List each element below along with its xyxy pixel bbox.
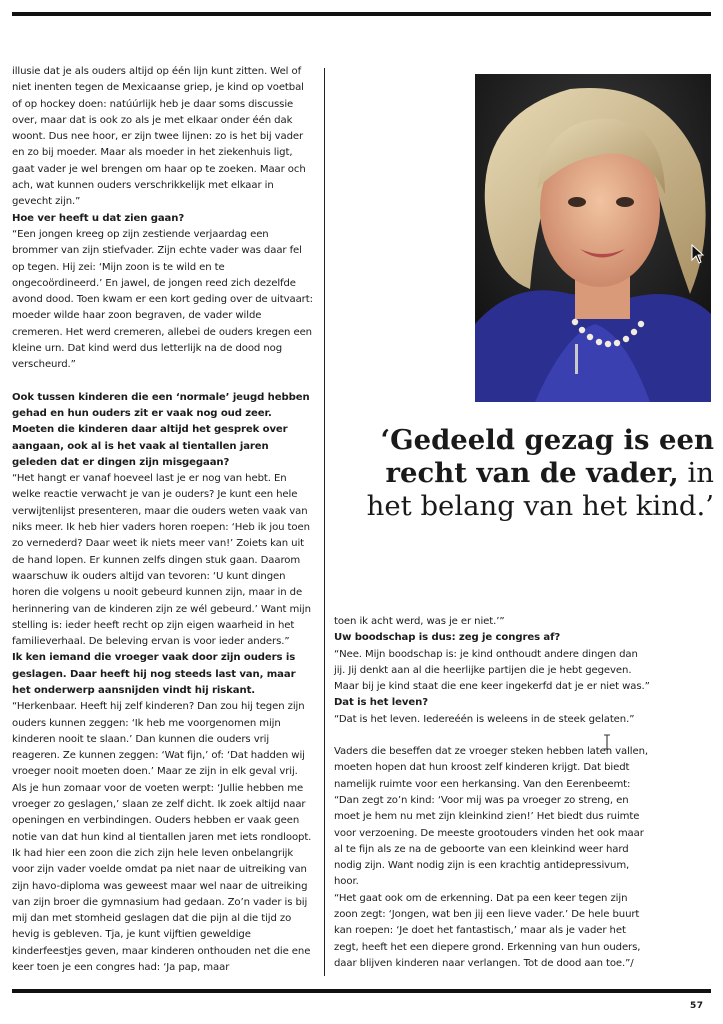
text-cursor-icon [603,734,611,750]
left-text-column [12,64,315,976]
interview-paragraph: “Het hangt er vanaf hoeveel last je er nog van hebt. En welke reactie verwacht je van je ouders? Je kunt een hele verwijtenlijst presenteren, maar die ouders weten vaak van niks meer. Ik heb hier vaders horen roepen: ‘Heb ik jou toen zo vernederd? Daar weet ik niets meer van!’ Zoiets kan uit de hand lopen. Er kunnen zelfs dingen stuk gaan. Daarom waarschuw ik ouders altijd van tevoren: ‘U kunt dingen horen die volgens u nooit gebeurd kunnen zijn, maar in de herinnering van de kinderen zijn ze wél gebeurd.’ Want mijn stelling is: ieder heeft recht op zijn eigen waarheid in het familieverhaal. De beleving ervan is voor ieder anders.” [12,473,311,648]
interview-question: Ook tussen kinderen die een ‘normale’ jeugd hebben gehad en hun ouders zit er vaak nog oud zeer. Moeten die kinderen daar altijd het gesprek over aangaan, ook al is het vaak al tientallen jaren geleden dat er dingen zijn misgegaan? [12,391,310,468]
portrait-photo [475,74,711,402]
interview-paragraph: “Nee. Mijn boodschap is: je kind onthoudt andere dingen dan jij. Jij denkt aan al die heerlijke partijen die je hebt gegeven. Maar bij je kind staat die ene keer ingekerfd dat je er niet was.” [334,648,650,693]
interview-question: Hoe ver heeft u dat zien gaan? [12,212,185,224]
pull-quote-regular: in het belang van het kind.’ [366,457,714,522]
right-text-column [334,614,652,972]
interview-paragraph: illusie dat je als ouders altijd op één lijn kunt zitten. Wel of niet inenten tegen de Mexicaanse griep, je kind op voetbal of op hockey doen: natúúrlijk heb je daar soms discussie over, maar dat is ook zo als je met elkaar onder één dak woont. Dus nee hoor, er zijn twee lijnen: zo is het bij vader en zo bij moeder. Maar als moeder in het ziekenhuis ligt, gaat vader je wel brengen om haar op te zoeken. Maar och ach, wat kunnen ouders verschrikkelijk met elkaar in gevecht zijn.” [12,66,306,208]
column-divider [324,68,325,976]
interview-question: Ik ken iemand die vroeger vaak door zijn ouders is geslagen. Daar heeft hij nog steeds last van, maar het onderwerp aansnijden vindt hij riskant. [12,652,296,696]
interview-paragraph: “Een jongen kreeg op zijn zestiende verjaardag een brommer van zijn stiefvader. Zijn echte vader was daar fel op tegen. Hij zei: ‘Mijn zoon is te wild en te ongecoördineerd.’ En jawel, de jongen reed zich dezelfde avond dood. Toen kwam er een kort geding over de uitvaart: moeder wilde haar zoon begraven, de vader wilde cremeren. Het werd cremeren, allebei de ouders kregen een kleine urn. Dat kind werd dus letterlijk na de dood nog verscheurd.” [12,228,313,371]
interview-paragraph: “Het gaat ook om de erkenning. Dat pa een keer tegen zijn zoon zegt: ‘Jongen, wat ben jij een lieve vader.’ De hele buurt kan roepen: ‘Je doet het fantastisch,’ maar als je vader het zegt, heeft het een diepere grond. Erkenning van hun ouders, daar blijven kinderen naar verlangen. Tot de dood aan toe.”/ [334,892,641,969]
interview-paragraph: toen ik acht werd, was je er niet.’” [334,616,505,627]
interview-question: Dat is het leven? [334,697,428,709]
top-rule [12,12,711,16]
portrait-illustration [475,74,711,402]
page-number: 57 [690,1001,704,1011]
mouse-pointer-icon [691,244,705,264]
interview-paragraph: Vaders die beseffen dat ze vroeger steken hebben laten vallen, moeten hopen dat hun kroost zelf kinderen krijgt. Dat biedt namelijk ruimte voor een herkansing. Van den Eerenbeemt: “Dan zegt zo’n kind: ‘Voor mij was pa vroeger zo streng, en moet je hem nu met zijn kleinkind zien!’ Het biedt dus ruimte voor verzoening. De meeste grootouders vinden het ook maar al te fijn als ze na de geboorte van een kleinkind weer hard nodig zijn. Want nodig zijn is een krachtig antidepressivum, hoor. [334,746,649,888]
interview-paragraph: “Herkenbaar. Heeft hij zelf kinderen? Dan zou hij tegen zijn ouders kunnen zeggen: ‘Ik heb me voorgenomen mijn kinderen nooit te slaan.’ Dan kunnen die ouders vrij reageren. Ze kunnen zeggen: ‘Wat fijn,’ of: ‘Dat hadden wij vroeger nooit moeten doen.’ Maar ze zijn in elk geval vrij. Als je hun zomaar voor de voeten werpt: ‘Jullie hebben me vroeger zo geslagen,’ slaan ze zelf dicht. Ik zoek altijd naar openingen en verbindingen. Ouders hebben er vaak geen notie van dat hun kind al tientallen jaren met iets rondloopt. Ik had hier een zoon die zich zijn hele leven onbelangrijk voor zijn vader voelde omdat pa niet naar de uitreiking van zijn havo-diploma was geweest maar wel naar de uitreiking van zijn broer die gymnasium had gedaan. Zo’n vader is bij mij dan met stomheid geslagen dat die pijn al die tijd zo hevig is gebleven. Tja, je kunt vijftien geweldige kinderfeestjes geven, maar kinderen onthouden net die ene keer toen je een congres had: ‘Ja pap, maar [12,701,312,974]
interview-paragraph: “Dat is het leven. Iedereéén is weleens in de steek gelaten.” [334,713,635,725]
interview-question: Uw boodschap is dus: zeg je congres af? [334,632,561,644]
bottom-rule [12,989,711,993]
pull-quote-bold: ‘Gedeeld gezag is een recht van de vader, [380,424,714,489]
pull-quote [366,424,714,523]
